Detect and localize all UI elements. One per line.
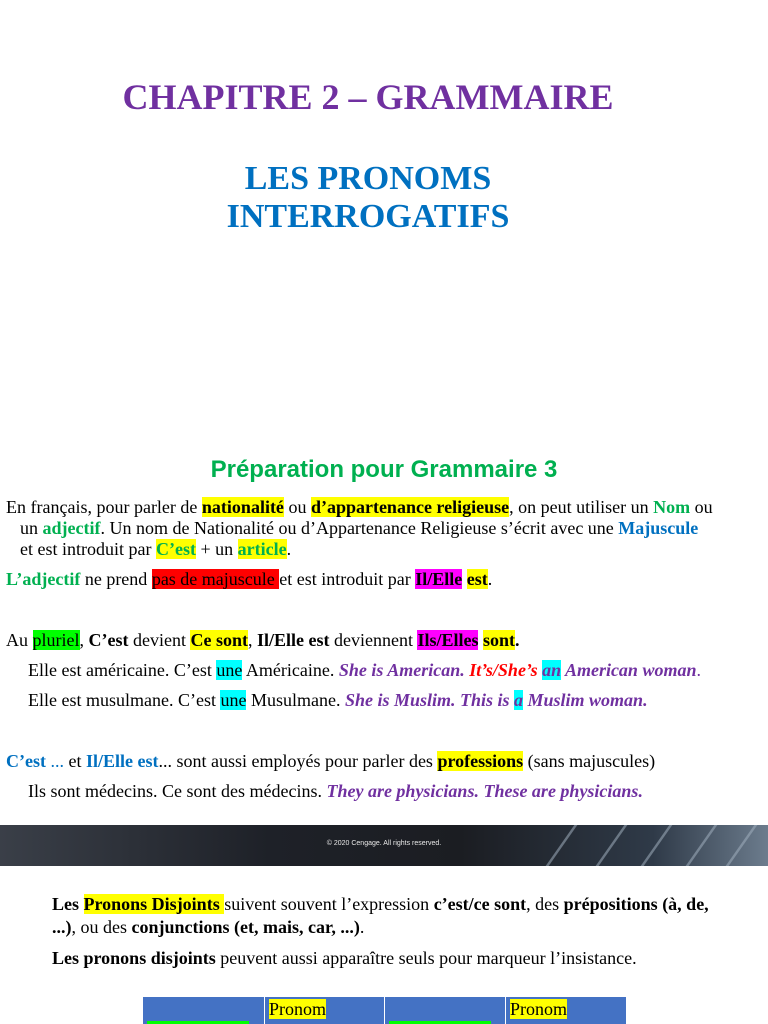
footer-banner bbox=[0, 825, 768, 866]
paragraph-nationality bbox=[6, 497, 764, 560]
example-physicians: Ils sont médecins. Ce sont des médecins. They are physicians. These are physicians. bbox=[28, 781, 643, 801]
pronoun-table bbox=[143, 997, 626, 1024]
para1-line3: et est introduit par C’est + un article. bbox=[20, 539, 292, 559]
table-header-label: Pronom bbox=[269, 999, 327, 1019]
adjective-rule: L’adjectif ne prend pas de majuscule et est introduit par Il/Elle est. bbox=[6, 569, 493, 589]
copyright-text: © 2020 Cengage. All rights reserved. bbox=[326, 840, 442, 847]
section-heading: Préparation pour Grammaire 3 bbox=[210, 456, 558, 483]
table-header-cell bbox=[384, 997, 506, 1024]
lesson-title-line1: LES PRONOMS bbox=[244, 160, 492, 197]
para1-line2: un adjectif. Un nom de Nationalité ou d’Appartenance Religieuse s’écrit avec une Majuscule bbox=[20, 518, 699, 538]
table-header-label: Pronom bbox=[510, 999, 568, 1019]
table-header-cell bbox=[505, 997, 627, 1024]
example-muslim: Elle est musulmane. C’est une Musulmane. She is Muslim. This is a Muslim woman. bbox=[28, 690, 648, 710]
table-header-cell bbox=[264, 997, 385, 1024]
plural-rule: Au pluriel, C’est devient Ce sont, Il/Elle est deviennent Ils/Elles sont. bbox=[6, 630, 520, 650]
lesson-title-line2: INTERROGATIFS bbox=[226, 198, 510, 235]
para1-line1: En français, pour parler de nationalité ou d’appartenance religieuse, on peut utiliser un Nom ou bbox=[6, 497, 713, 517]
table-header-cell bbox=[143, 997, 264, 1024]
example-american: Elle est américaine. C’est une Américaine. She is American. It’s/She’s an American woman. bbox=[28, 660, 701, 680]
disjoint-insistence: Les pronons disjoints peuvent aussi apparaître seuls pour marqueur l’insistance. bbox=[52, 948, 637, 968]
disjoint-paragraph: Les Pronons Disjoints suivent souvent l’expression c’est/ce sont, des prépositions (à, de, ...), ou des conjunctions (et, mais, car, ...). bbox=[52, 894, 709, 937]
chapter-title: CHAPITRE 2 – GRAMMAIRE bbox=[122, 77, 614, 117]
lesson-title bbox=[0, 160, 736, 236]
professions-rule: C’est ... et Il/Elle est... sont aussi employés pour parler des professions (sans majuscules) bbox=[6, 751, 656, 771]
